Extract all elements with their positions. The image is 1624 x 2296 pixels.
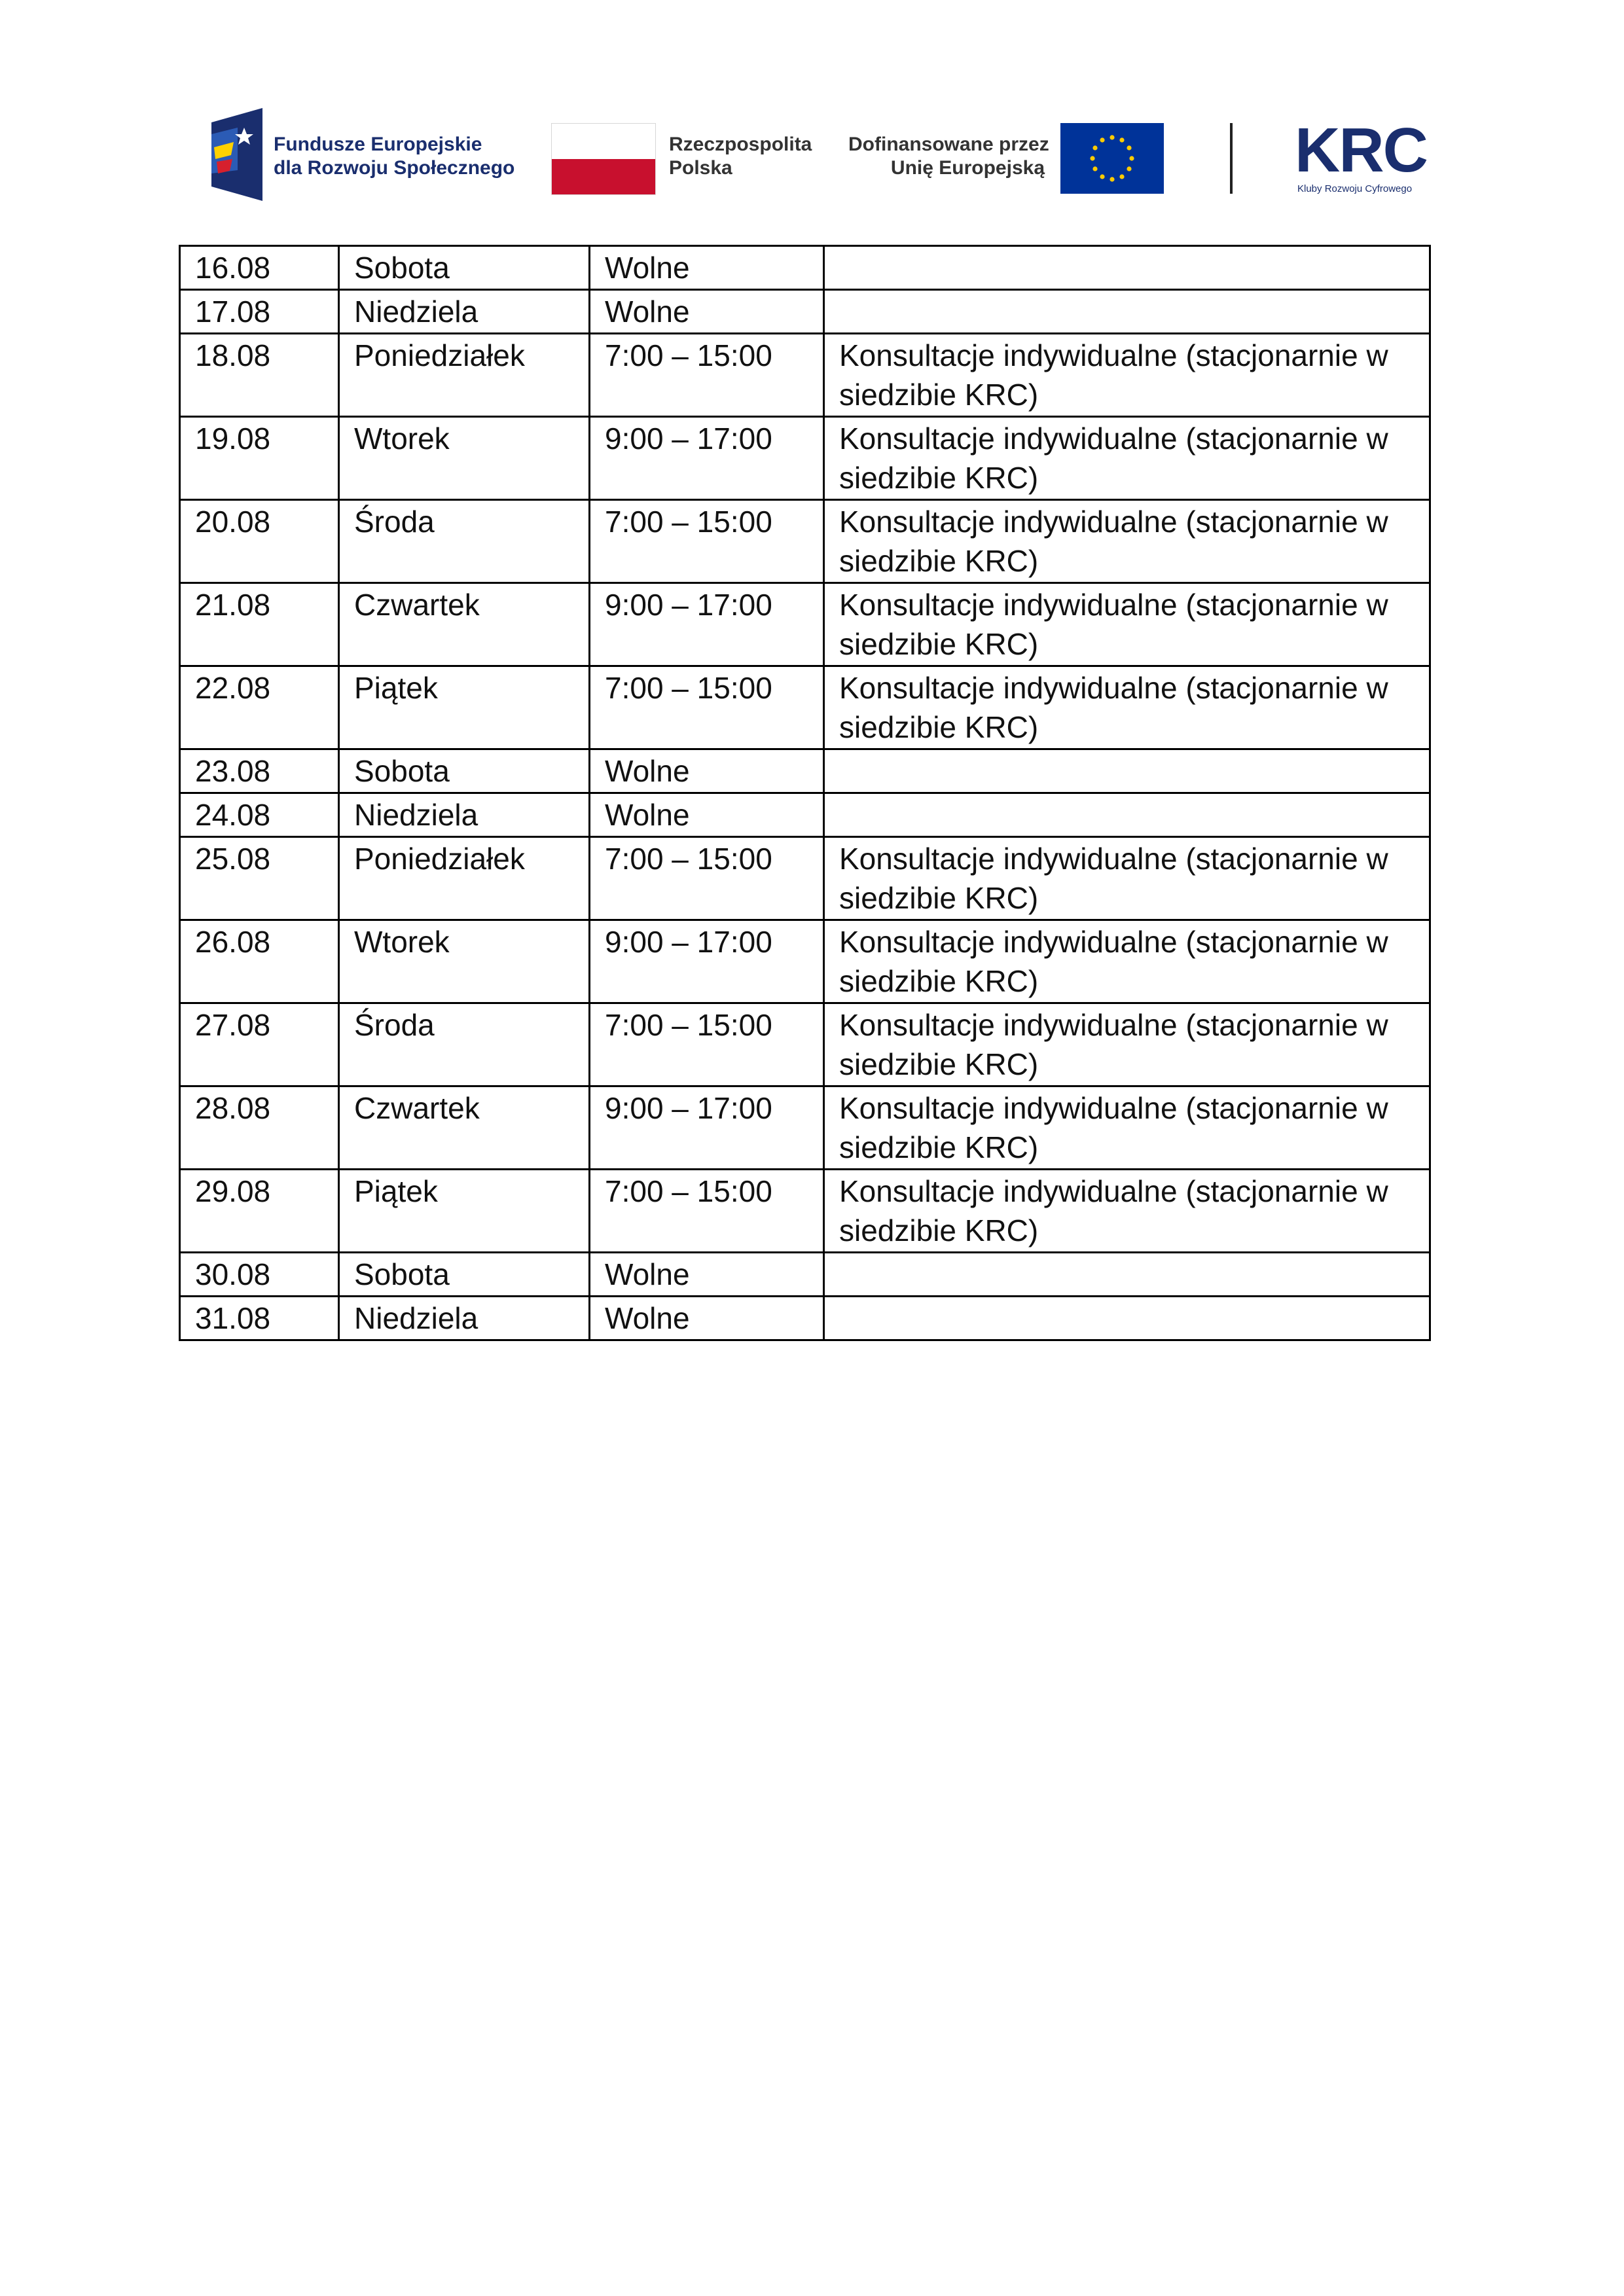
cell-day: Czwartek xyxy=(339,583,590,666)
rzeczpospolita-line1: Rzeczpospolita xyxy=(669,134,812,155)
cell-day: Wtorek xyxy=(339,920,590,1003)
cell-date: 22.08 xyxy=(180,666,339,749)
cell-hours: Wolne xyxy=(590,246,824,290)
cell-description: Konsultacje indywidualne (stacjonarnie w siedzibie KRC) xyxy=(824,417,1430,500)
table-row xyxy=(180,1297,1430,1340)
krc-logo-subtitle: Kluby Rozwoju Cyfrowego xyxy=(1297,183,1413,194)
cell-date: 16.08 xyxy=(180,246,339,290)
cell-date: 31.08 xyxy=(180,1297,339,1340)
cell-description: Konsultacje indywidualne (stacjonarnie w siedzibie KRC) xyxy=(824,583,1430,666)
cell-day: Poniedziałek xyxy=(339,334,590,417)
cell-date: 27.08 xyxy=(180,1003,339,1086)
cell-day: Poniedziałek xyxy=(339,837,590,920)
cell-hours: Wolne xyxy=(590,793,824,837)
cell-description: Konsultacje indywidualne (stacjonarnie w siedzibie KRC) xyxy=(824,920,1430,1003)
cell-description xyxy=(824,246,1430,290)
table-row xyxy=(180,666,1430,749)
cell-hours: 9:00 – 17:00 xyxy=(590,417,824,500)
table-row xyxy=(180,1086,1430,1170)
cell-date: 17.08 xyxy=(180,290,339,334)
cell-date: 18.08 xyxy=(180,334,339,417)
fundusze-europejskie-text xyxy=(274,133,514,180)
cell-date: 23.08 xyxy=(180,749,339,793)
cell-day: Niedziela xyxy=(339,290,590,334)
cell-description xyxy=(824,749,1430,793)
cell-description: Konsultacje indywidualne (stacjonarnie w siedzibie KRC) xyxy=(824,500,1430,583)
cell-date: 25.08 xyxy=(180,837,339,920)
cell-day: Środa xyxy=(339,500,590,583)
cell-description xyxy=(824,1297,1430,1340)
cell-description xyxy=(824,290,1430,334)
table-row xyxy=(180,1253,1430,1297)
logo-header xyxy=(0,0,1624,223)
eu-line1: Dofinansowane przez xyxy=(848,134,1049,155)
table-row xyxy=(180,583,1430,666)
cell-hours: 7:00 – 15:00 xyxy=(590,1170,824,1253)
eu-flag-icon xyxy=(1060,123,1164,194)
fundusze-europejskie-logo-icon xyxy=(211,108,262,201)
cell-day: Niedziela xyxy=(339,793,590,837)
cell-day: Czwartek xyxy=(339,1086,590,1170)
table-row xyxy=(180,920,1430,1003)
cell-description: Konsultacje indywidualne (stacjonarnie w siedzibie KRC) xyxy=(824,1086,1430,1170)
krc-logo-word: KRC xyxy=(1295,115,1427,185)
cell-date: 29.08 xyxy=(180,1170,339,1253)
cell-hours: Wolne xyxy=(590,1253,824,1297)
cell-day: Wtorek xyxy=(339,417,590,500)
cell-hours: 7:00 – 15:00 xyxy=(590,666,824,749)
table-row xyxy=(180,290,1430,334)
cell-day: Sobota xyxy=(339,246,590,290)
fundusze-line1: Fundusze Europejskie xyxy=(274,134,482,155)
cell-hours: Wolne xyxy=(590,749,824,793)
cell-hours: 9:00 – 17:00 xyxy=(590,920,824,1003)
cell-date: 19.08 xyxy=(180,417,339,500)
cell-description: Konsultacje indywidualne (stacjonarnie w siedzibie KRC) xyxy=(824,1170,1430,1253)
logo-separator xyxy=(1230,123,1233,194)
table-row xyxy=(180,793,1430,837)
cell-date: 30.08 xyxy=(180,1253,339,1297)
table-row xyxy=(180,749,1430,793)
cell-day: Niedziela xyxy=(339,1297,590,1340)
cell-date: 24.08 xyxy=(180,793,339,837)
cell-date: 21.08 xyxy=(180,583,339,666)
cell-hours: 9:00 – 17:00 xyxy=(590,583,824,666)
krc-logo xyxy=(1295,115,1432,196)
cell-hours: 7:00 – 15:00 xyxy=(590,334,824,417)
cell-description xyxy=(824,1253,1430,1297)
eu-funding-text xyxy=(848,133,1049,180)
table-row xyxy=(180,334,1430,417)
table-row xyxy=(180,417,1430,500)
cell-description: Konsultacje indywidualne (stacjonarnie w siedzibie KRC) xyxy=(824,334,1430,417)
cell-day: Środa xyxy=(339,1003,590,1086)
table-row xyxy=(180,837,1430,920)
schedule-table xyxy=(179,245,1431,1341)
cell-date: 26.08 xyxy=(180,920,339,1003)
table-row xyxy=(180,1003,1430,1086)
rzeczpospolita-text xyxy=(669,133,812,180)
table-row xyxy=(180,1170,1430,1253)
cell-hours: 9:00 – 17:00 xyxy=(590,1086,824,1170)
cell-day: Sobota xyxy=(339,749,590,793)
cell-description: Konsultacje indywidualne (stacjonarnie w siedzibie KRC) xyxy=(824,837,1430,920)
cell-description: Konsultacje indywidualne (stacjonarnie w siedzibie KRC) xyxy=(824,1003,1430,1086)
cell-day: Sobota xyxy=(339,1253,590,1297)
cell-description xyxy=(824,793,1430,837)
polish-flag-icon xyxy=(551,123,656,195)
cell-day: Piątek xyxy=(339,1170,590,1253)
schedule-body xyxy=(180,246,1430,1340)
table-row xyxy=(180,246,1430,290)
cell-hours: Wolne xyxy=(590,1297,824,1340)
cell-hours: 7:00 – 15:00 xyxy=(590,837,824,920)
cell-date: 28.08 xyxy=(180,1086,339,1170)
eu-line2: Unię Europejską xyxy=(890,157,1045,179)
cell-description: Konsultacje indywidualne (stacjonarnie w siedzibie KRC) xyxy=(824,666,1430,749)
rzeczpospolita-line2: Polska xyxy=(669,157,732,179)
table-row xyxy=(180,500,1430,583)
cell-hours: Wolne xyxy=(590,290,824,334)
cell-day: Piątek xyxy=(339,666,590,749)
cell-hours: 7:00 – 15:00 xyxy=(590,1003,824,1086)
cell-date: 20.08 xyxy=(180,500,339,583)
cell-hours: 7:00 – 15:00 xyxy=(590,500,824,583)
fundusze-line2: dla Rozwoju Społecznego xyxy=(274,157,515,179)
